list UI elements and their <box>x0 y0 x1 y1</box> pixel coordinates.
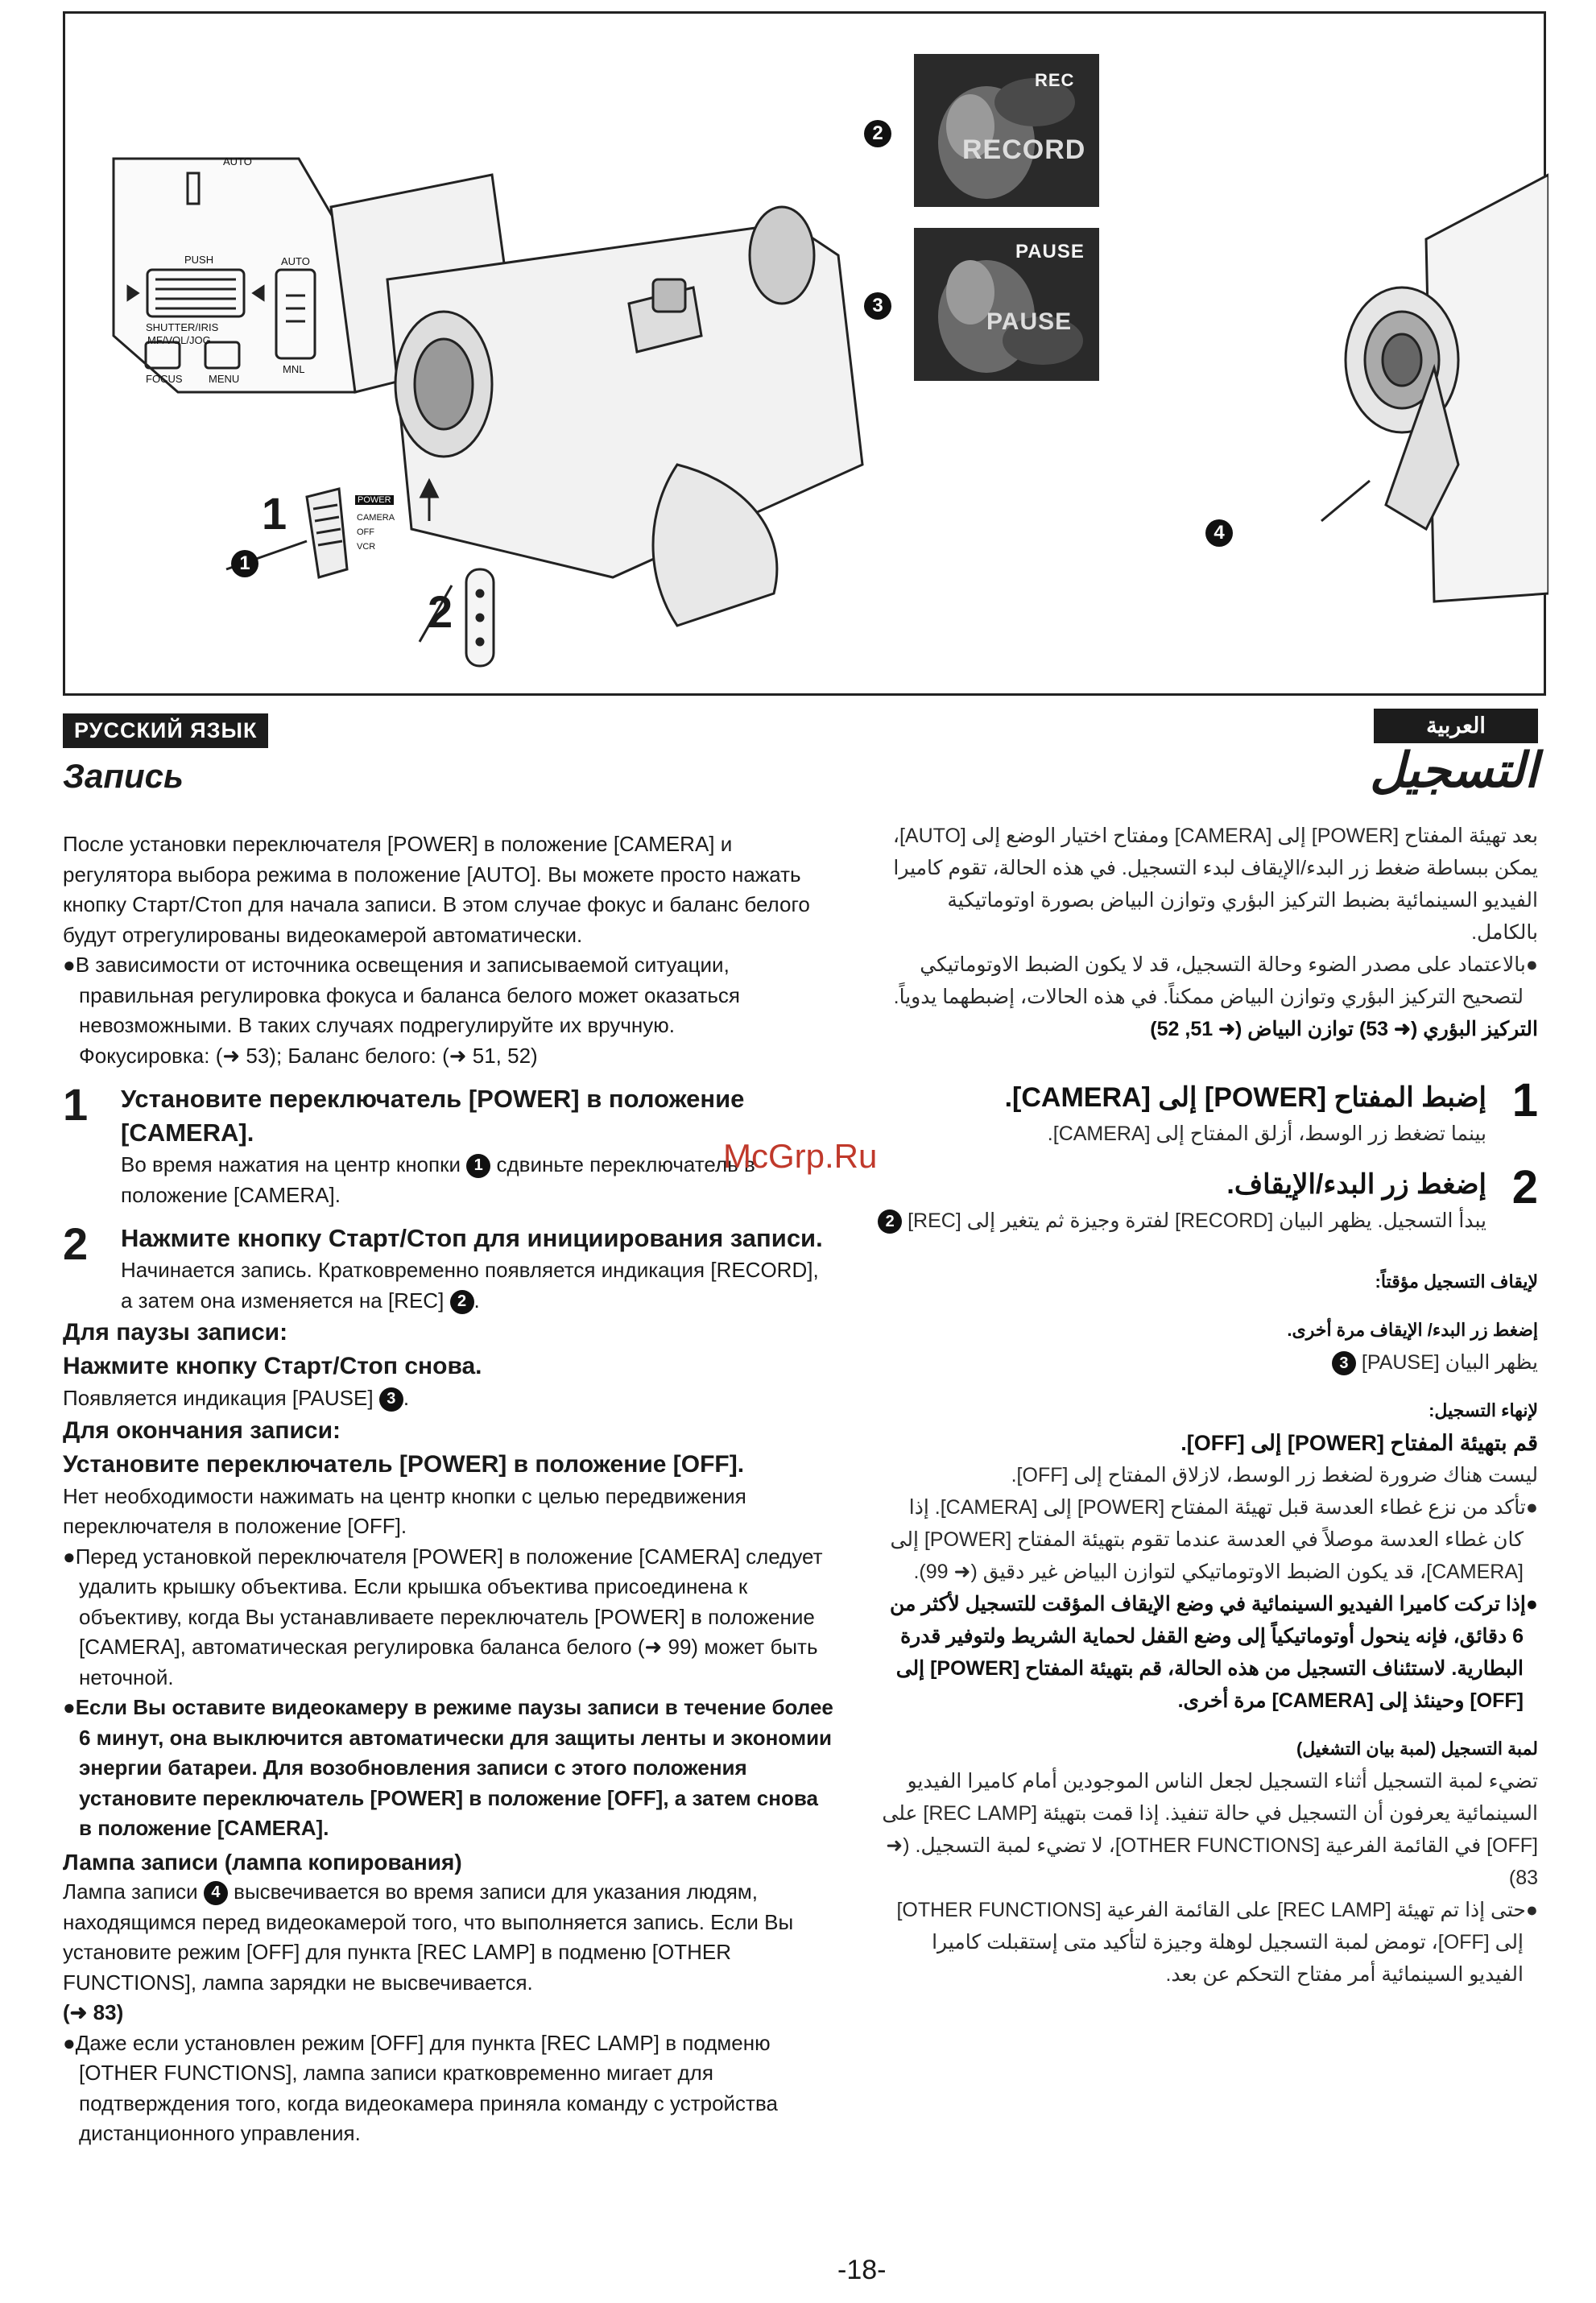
ar-bullet-pause6: ●إذا تركت كاميرا الفيديو السينمائية في وضع الإيقاف المؤقت للتسجيل لأكثر من 6 دقائق، فإنه ينحول أوتوماتيكياً إلى وضع القفل لحماية الشريط ولتوفير قدرة البطارية. لاستئناف التسجيل من هذه الحالة، قم بتهيئة المفتاح [POWER] إلى [OFF] وحينئذ إلى [CAMERA] مرة أخرى. <box>889 1593 1538 1712</box>
marker-4: 4 <box>1205 519 1233 547</box>
record-screen-record: RECORD <box>962 134 1086 165</box>
ru-end-text: Нет необходимости нажимать на центр кнопки с целью передвижения переключателя в положение [OFF]. <box>63 1483 746 1538</box>
power-vcr-label: VCR <box>357 542 376 552</box>
dial-mnl-label: MNL <box>283 363 305 375</box>
ru-intro-bullet: ●В зависимости от источника освещения и записываемой ситуации, правильная регулировка фокуса и баланса белого может оказаться невозможными. В таких случаях подрегулируйте их вручную. <box>63 953 740 1037</box>
ru-bullet-lamp: ●Даже если установлен режим [OFF] для пункта [REC LAMP] в подменю [OTHER FUNCTIONS], лампа записи кратковременно мигает для подтверждения того, когда видеокамера приняла команду с устройства дистанционного управления. <box>63 2030 778 2145</box>
pause-screen-photo <box>914 228 1099 381</box>
ar-step-2-text: يبدأ التسجيل. يظهر البيان [RECORD] لفترة وجيزة ثم يتغير إلى [REC] <box>908 1209 1486 1232</box>
ar-pause-text: يظهر البيان [PAUSE] <box>1361 1351 1538 1374</box>
camcorder-closeup <box>1321 175 1548 602</box>
camcorder-body <box>331 175 862 626</box>
ru-step-2-text: Начинается запись. Кратковременно появляется индикация [RECORD], а затем она изменяется на [REC] <box>121 1258 819 1313</box>
ru-lamp-text-b: высвечивается во время записи для указания людям, находящимся перед видеокамерой того, что выполняется запись. Если Вы установите режим [OFF] для пункта [REC LAMP] в подменю [OTHER FUNCTIONS], лампа зарядки не высвечивается. <box>63 1879 794 1995</box>
ru-bullet-lens-text: Перед установкой переключателя [POWER] в положение [CAMERA] следует удалить крышку объектива. Если крышка объектива присоединена к объективу, когда Вы устанавливаете переключатель [POWER] в положение [CAMERA], автоматическая регулировка баланса белого (➜ 99) может быть неточной. <box>75 1544 823 1689</box>
ru-intro: После установки переключателя [POWER] в положение [CAMERA] и регулятора выбора режима в положение [AUTO]. Вы можете просто нажать кнопку Старт/Стоп для начала записи. В этом случае фокус и баланс белого будут отрегулированы видеокамерой автоматически. <box>63 832 810 947</box>
callout-2: 2 <box>428 586 453 637</box>
camcorder-illustration <box>65 14 1548 698</box>
ar-end-text: ليست هناك ضرورة لضغط زر الوسط، لازلاق المفتاح إلى [OFF]. <box>1011 1464 1538 1486</box>
ru-lamp-ref: (➜ 83) <box>63 2000 124 2024</box>
dial-focus-label: FOCUS <box>146 373 183 385</box>
ar-pause-sub: إضغط زر البدء/ الإيقاف مرة أخرى. <box>1287 1320 1538 1340</box>
ru-step-2: 2 Нажмите кнопку Старт/Стоп для инициирования записи. Начинается запись. Кратковременно появляется индикация [RECORD], а затем она изменяется на [REC] 2 . <box>63 1222 836 1316</box>
ru-step-2-badge: 2 <box>450 1290 474 1314</box>
ru-step-1 <box>63 1079 836 1210</box>
ru-bullet-pause6-text: Если Вы оставите видеокамеру в режиме паузы записи в течение более 6 минут, она выключится автоматически для защиты ленты и экономии энергии батареи. Для возобновления записи с этого положения установите переключатель [POWER] в положение [OFF], а затем снова в положение [CAMERA]. <box>75 1695 833 1840</box>
ru-intro-bullet-text: В зависимости от источника освещения и записываемой ситуации, правильная регулировка фокуса и баланса белого может оказаться невозможными. В таких случаях подрегулируйте их вручную. <box>75 953 740 1037</box>
ar-intro-bullet-text: بالاعتماد على مصدر الضوء وحالة التسجيل، قد لا يكون الضبط الاوتوماتيكي لتصحيح التركيز البؤري وتوازن البياض ممكناً. في هذه الحالات، إضبطهما يدوياً. <box>893 953 1526 1008</box>
ar-pause-heading: لإيقاف التسجيل مؤقتاً: <box>1375 1271 1538 1292</box>
ar-bullet-pause6-text: إذا تركت كاميرا الفيديو السينمائية في وضع الإيقاف المؤقت للتسجيل لأكثر من 6 دقائق، فإنه ينحول أوتوماتيكياً إلى وضع القفل لحماية الشريط ولتوفير قدرة البطارية. لاستئناف التسجيل من هذه الحالة، قم بتهيئة المفتاح [POWER] إلى [OFF] وحينئذ إلى [CAMERA] مرة أخرى. <box>889 1593 1526 1712</box>
ar-step-1-text: بينما تضغط زر الوسط، أزلق المفتاح إلى [CAMERA]. <box>1047 1123 1486 1145</box>
ru-step-1-number: 1 <box>63 1079 89 1130</box>
ar-bullet-lens-text: تأكد من نزع غطاء العدسة قبل تهيئة المفتاح [POWER] إلى [CAMERA]. إذا كان غطاء العدسة موصلاً في العدسة عندما تقوم بتهيئة المفتاح [POWER] إلى [CAMERA]، قد يكون الضبط الاوتوماتيكي لتوازن البياض غير دقيق (➜ 99). <box>890 1496 1526 1583</box>
ru-pause-text: Появляется индикация [PAUSE] <box>63 1386 374 1410</box>
power-off-label: OFF <box>357 527 374 537</box>
ru-pause-badge: 3 <box>379 1387 403 1412</box>
ru-bullet-lamp-text: Даже если установлен режим [OFF] для пункта [REC LAMP] в подменю [OTHER FUNCTIONS], лампа записи кратковременно мигает для подтверждения того, когда видеокамера приняла команду с устройства дистанционного управления. <box>75 2030 778 2145</box>
ar-intro: بعد تهيئة المفتاح [POWER] إلى [CAMERA] ومفتاح اختيار الوضع إلى [AUTO]، يمكن ببساطة ضغط زر البدء/الإيقاف لبدء التسجيل. في هذه الحالة، تقوم كاميرا الفيديو السينمائية بضبط التركيز البؤري وتوازن البياض بصورة اوتوماتيكية بالكامل. <box>892 825 1538 944</box>
ar-pause-badge: 3 <box>1332 1351 1356 1375</box>
pause-screen-pause-top: PAUSE <box>1015 241 1085 263</box>
ar-step-2-title: إضغط زر البدء/الإيقاف. <box>1226 1169 1486 1200</box>
ru-step-2-title: Нажмите кнопку Старт/Стоп для инициирования записи. <box>121 1224 823 1252</box>
ar-step-1-title: إضبط المفتاح [POWER] إلى [CAMERA]. <box>1004 1082 1486 1113</box>
ar-end-heading: لإنهاء التسجيل: <box>1429 1400 1538 1420</box>
ar-bullet-lamp: ●حتى إذا تم تهيئة [REC LAMP] على القائمة الفرعية [OTHER FUNCTIONS] إلى [OFF]، تومض لمبة التسجيل لوهلة وجيزة لتأكيد متى إستقبلت كاميرا الفيديو السينمائية أمر مفتاح التحكم عن بعد. <box>896 1899 1538 1986</box>
marker-3: 3 <box>864 292 891 320</box>
russian-title: Запись <box>63 757 184 795</box>
ru-pause-heading: Для паузы записи: <box>63 1319 288 1346</box>
illustration-panel <box>63 11 1546 696</box>
russian-column: После установки переключателя [POWER] в положение [CAMERA] и регулятора выбора режима в положение [AUTO]. Вы можете просто нажать кнопку Старт/Стоп для начала записи. В этом случае фокус и баланс белого будут отрегулированы видеокамерой автоматически. ●В зависимости от источника освещения и записываемой ситуации, правильная регулировка фокуса и баланса белого может оказаться невозможными. В таких случаях подрегулируйте их вручную. Фокусировка: (➜ 53); Баланс белого: (➜ 51, 52) 1 Установите переключатель [POWER] в положение [CAMERA]. Во время нажатия на центр кнопки 1 сдвиньте переключатель в положение [CAMERA]. 2 Нажмите кнопку Старт/Стоп для инициирования записи. Начинается запись. Кратковременно появляется индикация [RECORD], а затем она изменяется на [REC] 2 . Для паузы записи: Нажмите кнопку Старт/Стоп снова. Появляется индикация [PAUSE] 3 . Для окончания записи: Установите переключатель [POWER] в положение [OFF]. Нет необходимости нажимать на центр кнопки с целью передвижения переключателя в положение [OFF]. ●Перед установкой переключателя [POWER] в положение [CAMERA] следует удалить крышку объектива. Если крышка объектива присоединена к объективу, когда Вы устанавливаете переключатель [POWER] в положение [CAMERA], автоматическая регулировка баланса белого (➜ 99) может быть неточной. ●Если Вы оставите видеокамеру в режиме паузы записи в течение более 6 минут, она выключится автоматически для защиты ленты и экономии энергии батареи. Для возобновления записи с этого положения установите переключатель [POWER] в положение [OFF], а затем снова в положение [CAMERA]. Лампа записи (лампа копирования) Лампа записи 4 высвечивается во время записи для указания людям, находящимся перед видеокамерой того, что выполняется запись. Если Вы установите режим [OFF] для пункта [REC LAMP] в подменю [OTHER FUNCTIONS], лампа зарядки не высвечивается. (➜ 83) ●Даже если установлен режим [OFF] для пункта [REC LAMP] в подменю [OTHER FUNCTIONS], лампа записи кратковременно мигает для подтверждения того, когда видеокамера приняла команду с устройства дистанционного управления. <box>63 829 836 2149</box>
ar-step-2-badge: 2 <box>878 1209 902 1234</box>
record-screen-rec: REC <box>1035 70 1075 90</box>
start-stop-button-diagram <box>226 541 494 666</box>
ru-step-2-number: 2 <box>63 1218 89 1269</box>
ru-pause-sub: Нажмите кнопку Старт/Стоп снова. <box>63 1353 482 1379</box>
ar-lamp-text: تضيء لمبة التسجيل أثناء التسجيل لجعل الناس الموجودين أمام كاميرا الفيديو السينمائية يعرفون أن التسجيل في حالة تنفيذ. إذا قمت بتهيئة [REC LAMP] على [OFF] في القائمة الفرعية [OTHER FUNCTIONS]، لا تضيء لمبة التسجيل. (➜ 83) <box>882 1770 1538 1889</box>
ru-lamp-heading: Лампа записи (лампа копирования) <box>63 1849 462 1875</box>
callout-1: 1 <box>262 488 287 539</box>
marker-1: 1 <box>231 550 258 577</box>
ru-step-1-text-b: сдвиньте переключатель в положение [CAMERA]. <box>121 1152 755 1207</box>
ar-step-2 <box>878 1161 1538 1237</box>
ar-step-1-number: 1 <box>1511 1074 1538 1127</box>
arabic-title: التسجيل <box>1370 743 1538 797</box>
russian-language-tag: РУССКИЙ ЯЗЫК <box>63 713 268 748</box>
ru-bullet-lens: ●Перед установкой переключателя [POWER] в положение [CAMERA] следует удалить крышку объектива. Если крышка объектива присоединена к объективу, когда Вы устанавливаете переключатель [POWER] в положение [CAMERA], автоматическая регулировка баланса белого (➜ 99) может быть неточной. <box>63 1544 823 1689</box>
ru-intro-refs: Фокусировка: (➜ 53); Баланс белого: (➜ 51, 52) <box>79 1043 538 1068</box>
ar-bullet-lamp-text: حتى إذا تم تهيئة [REC LAMP] على القائمة الفرعية [OTHER FUNCTIONS] إلى [OFF]، تومض لمبة التسجيل لوهلة وجيزة لتأكيد متى إستقبلت كاميرا الفيديو السينمائية أمر مفتاح التحكم عن بعد. <box>896 1899 1526 1986</box>
dial-auto-side-label: AUTO <box>281 255 310 267</box>
ar-bullet-lens: ●تأكد من نزع غطاء العدسة قبل تهيئة المفتاح [POWER] إلى [CAMERA]. إذا كان غطاء العدسة موصلاً في العدسة عندما تقوم بتهيئة المفتاح [POWER] إلى [CAMERA]، قد يكون الضبط الاوتوماتيكي لتوازن البياض غير دقيق (➜ 99). <box>890 1496 1538 1583</box>
arabic-language-tag: العربية <box>1374 709 1538 743</box>
ar-intro-refs: التركيز البؤري (➜ 53) توازن البياض (➜ 51, 52) <box>1150 1018 1538 1040</box>
dial-menu-label: MENU <box>209 373 240 385</box>
ru-lamp-text-a: Лампа записи <box>63 1879 198 1904</box>
ru-end-heading: Для окончания записи: <box>63 1416 341 1444</box>
power-camera-label: CAMERA <box>357 513 395 523</box>
ar-end-sub: قم بتهيئة المفتاح [POWER] إلى [OFF]. <box>1180 1431 1538 1455</box>
watermark: McGrp.Ru <box>723 1137 878 1175</box>
dial-auto-label: AUTO <box>223 155 252 167</box>
ru-end-sub: Установите переключатель [POWER] в положение [OFF]. <box>63 1450 745 1478</box>
dial-shutter-iris-label: SHUTTER/IRIS <box>146 321 219 333</box>
ar-step-1 <box>878 1074 1538 1150</box>
marker-2: 2 <box>864 120 891 147</box>
dial-mf-vol-jog-label: MF/VOL/JOG <box>147 334 211 346</box>
ru-step-1-badge: 1 <box>466 1154 490 1178</box>
ar-lamp-heading: لمبة التسجيل (لمبة بيان التشغيل) <box>1296 1739 1538 1759</box>
ru-lamp-badge: 4 <box>204 1881 228 1905</box>
dial-push-label: PUSH <box>184 254 214 266</box>
ar-intro-bullet: ●بالاعتماد على مصدر الضوء وحالة التسجيل، قد لا يكون الضبط الاوتوماتيكي لتصحيح التركيز البؤري وتوازن البياض ممكناً. في هذه الحالات، إضبطهما يدوياً. <box>893 953 1538 1008</box>
mode-dial-diagram <box>114 159 355 392</box>
ru-bullet-pause6: ●Если Вы оставите видеокамеру в режиме паузы записи в течение более 6 минут, она выключится автоматически для защиты ленты и экономии энергии батареи. Для возобновления записи с этого положения установите переключатель [POWER] в положение [OFF], а затем снова в положение [CAMERA]. <box>63 1695 833 1840</box>
ru-step-1-title: Установите переключатель [POWER] в положение [CAMERA]. <box>121 1085 745 1147</box>
record-screen-photo <box>914 54 1099 207</box>
arabic-column <box>878 820 1538 1991</box>
ru-step-1-text-a: Во время нажатия на центр кнопки <box>121 1152 461 1176</box>
ar-step-2-number: 2 <box>1511 1161 1538 1214</box>
pause-screen-pause-big: PAUSE <box>986 308 1073 335</box>
power-label: POWER <box>355 495 394 505</box>
page-number: -18- <box>837 2255 887 2285</box>
